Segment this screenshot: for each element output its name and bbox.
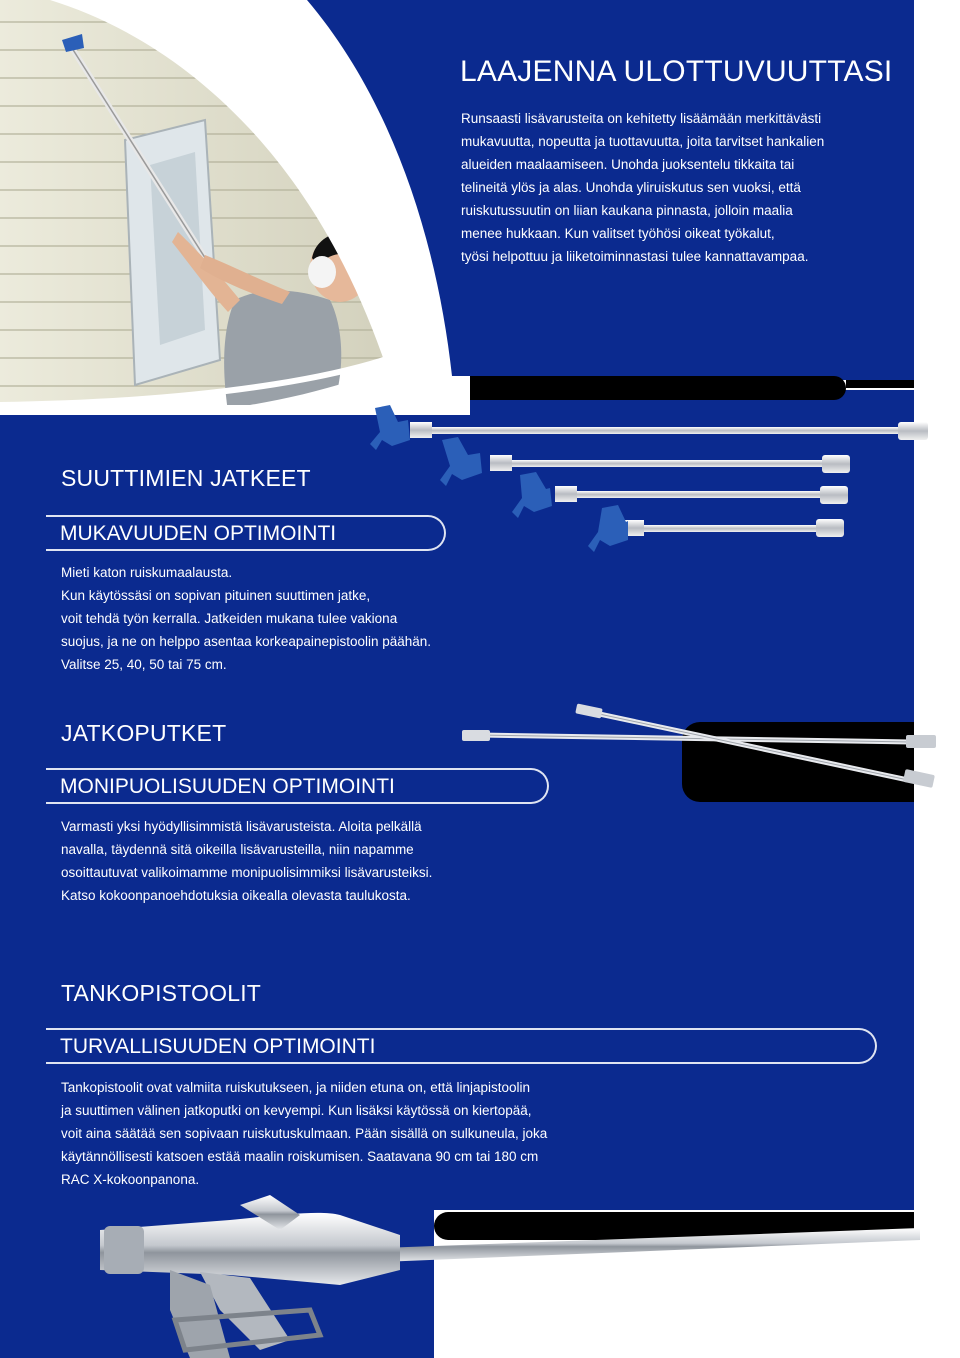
paragraph-line: navalla, täydennä sitä oikeilla lisävarusteilla, niin napamme bbox=[61, 842, 414, 857]
subtitle-tab-safety bbox=[46, 1028, 877, 1064]
intro-line: ruiskutussuutin on liian kaukana pinnasta, jolloin maalia bbox=[461, 203, 793, 218]
black-band-right bbox=[846, 380, 914, 388]
section-title-pole-guns: TANKOPISTOOLIT bbox=[61, 980, 262, 1006]
paragraph-line: Varmasti yksi hyödyllisimmistä lisävarusteista. Aloita pelkällä bbox=[61, 819, 422, 834]
paragraph-line: Valitse 25, 40, 50 tai 75 cm. bbox=[61, 657, 227, 672]
tip-extension-40cm bbox=[512, 472, 848, 518]
intro-line: menee hukkaan. Kun valitset työhösi oikeat työkalut, bbox=[461, 226, 775, 241]
paragraph-line: RAC X-kokoonpanona. bbox=[61, 1172, 200, 1187]
paragraph-line: osoittautuvat valikoimamme monipuolisimmiksi lisävarusteiksi. bbox=[61, 865, 433, 880]
pole-gun-image bbox=[80, 1190, 930, 1358]
paragraph-line: suojus, ja ne on helppo asentaa korkeapainepistoolin päähän. bbox=[61, 634, 432, 649]
paragraph-line: Katso kokoonpanoehdotuksia oikealla olevasta taulukosta. bbox=[61, 888, 411, 903]
section-subtitle: MUKAVUUDEN OPTIMOINTI bbox=[60, 522, 337, 545]
paragraph-line: ja suuttimen välinen jatkoputki on kevyempi. Kun lisäksi käytössä on kiertopää, bbox=[61, 1103, 532, 1118]
photo-edge-curve bbox=[262, 0, 472, 376]
section-subtitle: TURVALLISUUDEN OPTIMOINTI bbox=[60, 1035, 376, 1058]
section-title-extension-poles: JATKOPUTKET bbox=[61, 720, 227, 746]
paragraph-line: käytännöllisesti katsoen estää maalin roiskumisen. Saatavana 90 cm tai 180 cm bbox=[61, 1149, 539, 1164]
intro-line: telineitä ylös ja alas. Unohda yliruiskutus sen vuoksi, että bbox=[461, 180, 801, 195]
paragraph-line: Kun käytössäsi on sopivan pituinen suuttimen jatke, bbox=[61, 588, 371, 603]
tip-extension-50cm bbox=[440, 437, 850, 486]
intro-line: alueiden maalaamiseen. Unohda juoksentelu tikkaita tai bbox=[461, 157, 795, 172]
intro-title: LAAJENNA ULOTTUVUUTTASI bbox=[460, 55, 893, 88]
tip-extension-25cm bbox=[588, 505, 844, 552]
subtitle-tab-versatility bbox=[46, 768, 549, 804]
paragraph-line: voit aina säätää sen sopivaan ruiskutuskulmaan. Pään sisällä on sulkuneula, joka bbox=[61, 1126, 548, 1141]
paragraph-line: Mieti katon ruiskumaalausta. bbox=[61, 565, 233, 580]
paragraph-line: Tankopistoolit ovat valmiita ruiskutukseen, ja niiden etuna on, että linjapistoolin bbox=[61, 1080, 531, 1095]
subtitle-tab-comfort bbox=[46, 515, 446, 551]
intro-line: Runsaasti lisävarusteita on kehitetty lisäämään merkittävästi bbox=[461, 111, 822, 126]
tip-extensions-image bbox=[370, 400, 940, 570]
intro-line: työsi helpottuu ja liiketoiminnastasi tulee kannattavampaa. bbox=[461, 249, 809, 264]
section-subtitle: MONIPUOLISUUDEN OPTIMOINTI bbox=[60, 775, 395, 798]
paragraph-line: voit tehdä työn kerralla. Jatkeiden mukana tulee vakiona bbox=[61, 611, 398, 626]
intro-line: mukavuutta, nopeutta ja tuottavuutta, joita tarvitset hankalien bbox=[461, 134, 825, 149]
section-title-tip-extensions: SUUTTIMIEN JATKEET bbox=[61, 465, 311, 491]
